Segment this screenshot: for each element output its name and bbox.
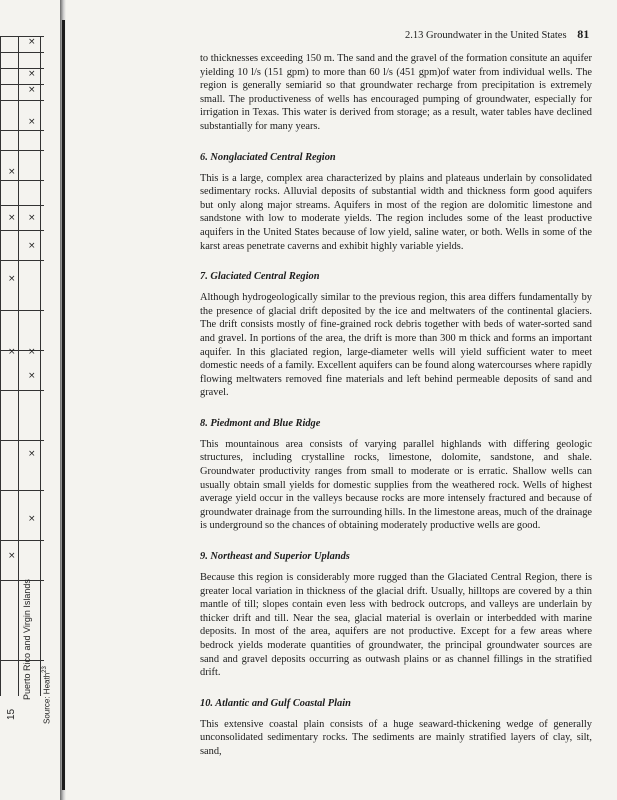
table-mark: ×: [28, 371, 36, 381]
table-rule: [0, 100, 44, 101]
table-mark: ×: [8, 167, 16, 177]
section-heading: 10. Atlantic and Gulf Coastal Plain: [200, 697, 351, 709]
page-content: [200, 52, 592, 759]
section-heading: 7. Glaciated Central Region: [200, 271, 320, 283]
table-rule: [0, 180, 44, 181]
table-mark: ×: [28, 37, 36, 47]
table-rule: [0, 540, 44, 541]
table-rule: [0, 205, 44, 206]
table-rule: [0, 84, 44, 85]
table-rule: [0, 52, 44, 53]
table-mark: ×: [8, 274, 16, 284]
table-rule: [0, 350, 44, 351]
section-heading: 6. Nonglaciated Central Region: [200, 151, 336, 163]
page-number: 81: [577, 27, 590, 41]
section-paragraph: This mountainous area consists of varying parallel highlands with differing geologic structures, including crystalline rocks, limestone, dolomite, sandstone, and shale. Groundwater productivity ranges from small to moderate or is erratic. Shallow wells can usually obtain small yields for domestic supplies from the weathered rock. Wells of highest average yield occur in the valleys because rocks are more intensely fractured and because of groundwater drainage from the surrounding hills. In the limestone areas, much of the drainage is underground so the chances of obtaining moderately productive wells are good.: [200, 438, 592, 532]
table-mark: ×: [28, 514, 36, 524]
table-rule: [0, 130, 44, 131]
table-mark: ×: [28, 117, 36, 127]
table-mark: ×: [28, 347, 36, 357]
table-region-name: Puerto Rico and Virgin Islands: [22, 579, 32, 700]
table-mark: ×: [28, 85, 36, 95]
table-mark: ×: [8, 347, 16, 357]
intro-paragraph: to thicknesses exceeding 150 m. The sand and the gravel of the formation consitute an aquifer yielding 10 l/s (151 gpm) to more than 60 l/s (451 gpm)of water from individual wells. The region is generally semiarid so that groundwater recharge from precipitation is extremely small. The productiveness of wells has encouraged pumping of groundwater, especially for irrigation in Texas. This water is derived from storage; as a result, water tables have declined substantially for many years.: [200, 53, 592, 132]
facing-page-table: [0, 0, 62, 800]
binding-edge: [62, 20, 65, 790]
table-mark: ×: [8, 213, 16, 223]
table-border: [18, 36, 19, 696]
table-mark: ×: [28, 213, 36, 223]
table-rule: [0, 310, 44, 311]
table-mark: ×: [28, 241, 36, 251]
table-rule: [0, 68, 44, 69]
table-rule: [0, 440, 44, 441]
table-rule: [0, 36, 44, 37]
section-paragraph: This is a large, complex area characterized by plains and plateaus underlain by consolidated sedimentary rocks. Alluvial deposits of substantial width and thickness form good aquifers but only along major streams. Aquifers in most of the region are dolomitic limestone and sandstone with low to moderate yields. The region includes some of the least productive aquifers in the United States because of low yield, saline water, or both. Wells in some of the karst areas penetrate caverns and exhibit highly variable yields.: [200, 172, 592, 252]
table-mark: ×: [28, 69, 36, 79]
table-border: [0, 36, 1, 696]
table-rule: [0, 490, 44, 491]
table-mark: ×: [28, 449, 36, 459]
section-paragraph: Because this region is considerably more rugged than the Glaciated Central Region, there is greater local variation in thickness of the glacial drift. Usually, hilltops are covered by a thin mantle of till; slopes contain even less with bedrock outcrops, and valleys are underlain by thicker drift and till. Near the sea, glacial material is overlain or interbedded with marine deposits. In most of the area, aquifers are not productive. Except for a few areas where bedrock yields moderate quantities of groundwater, the principal groundwater sources are sand and gravel deposits occurring as outwash plains or as channel fillings in the stratified drift.: [200, 572, 592, 679]
table-rule: [0, 390, 44, 391]
table-rule: [0, 260, 44, 261]
table-source-superscript: 23: [42, 666, 48, 673]
section-paragraph: This extensive coastal plain consists of a huge seaward-thickening wedge of generally unconsolidated sedimentary rocks. The sediments are mainly stratified layers of clay, silt, sand,: [200, 718, 592, 757]
table-row-number: 15: [6, 708, 17, 720]
table-source-text: Source: Heath: [42, 672, 52, 724]
section-paragraph: Although hydrogeologically similar to the previous region, this area differs fundamentally by the presence of glacial drift deposited by the ice and meltwaters of the continental glaciers. The drift consists mostly of fine-grained rock debris together with beds of water-sorted sand and gravel. In portions of the area, the drift is more than 300 m thick and forms an important aquifer. In this glaciated region, large-diameter wells will yield sufficient water to meet domestic needs of a family. Excellent aquifers can be found along watercourses where rapidly flowing meltwaters removed fine materials and left behind permeable deposits of sand and gravel.: [200, 292, 592, 399]
table-mark: ×: [8, 551, 16, 561]
table-rule: [0, 150, 44, 151]
table-rule: [0, 230, 44, 231]
table-border: [40, 36, 41, 696]
running-head-section: 2.13 Groundwater in the United States: [405, 30, 567, 41]
section-heading: 8. Piedmont and Blue Ridge: [200, 417, 321, 429]
running-head: [405, 27, 589, 42]
table-source-note: [42, 666, 52, 724]
section-heading: 9. Northeast and Superior Uplands: [200, 551, 350, 563]
